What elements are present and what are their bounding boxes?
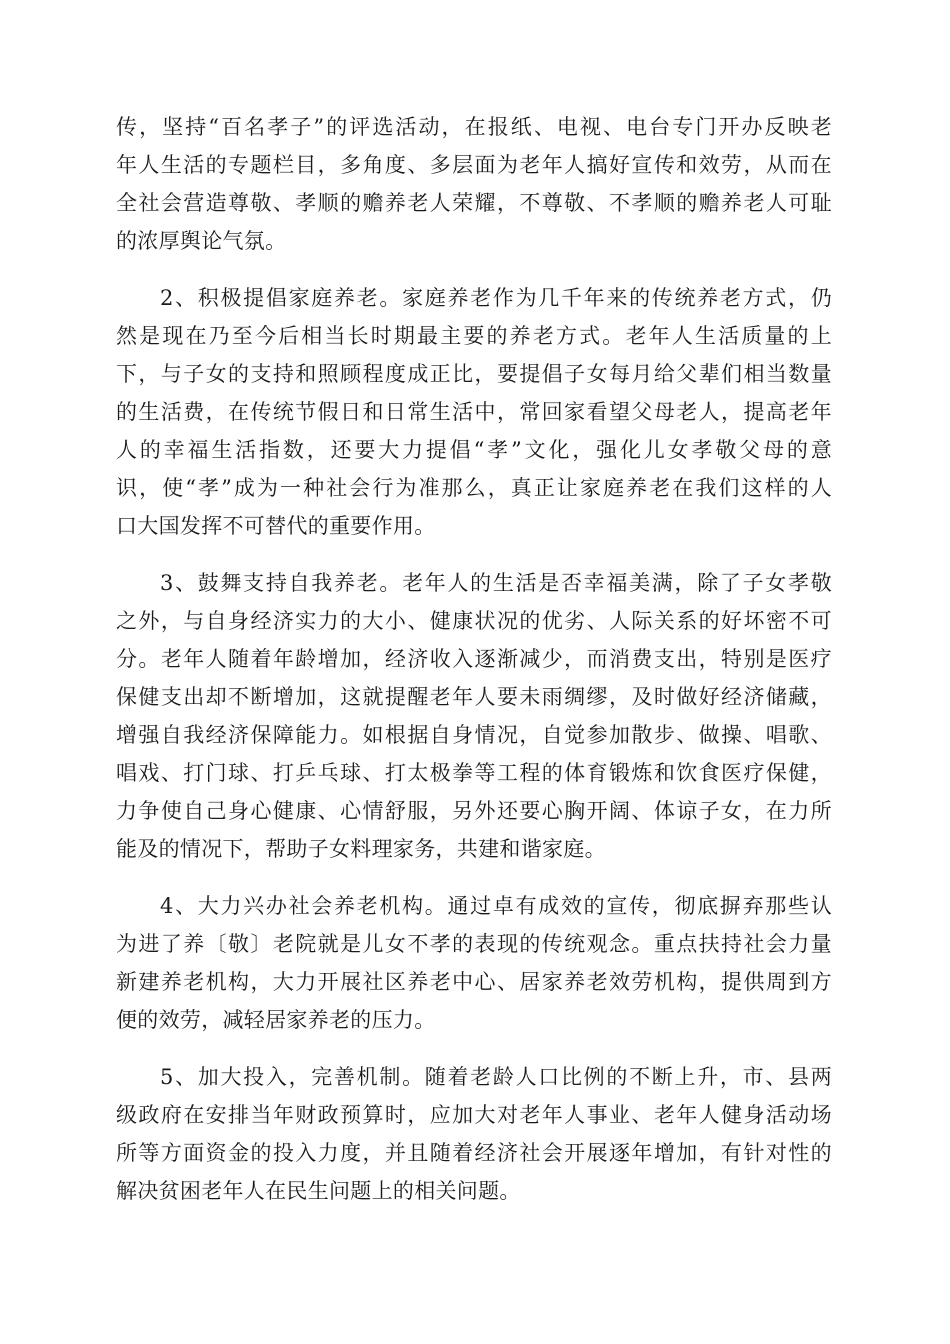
text-line: 保健支出却不断增加，这就提醒老年人要未雨绸缪，及时做好经济储藏， [116,685,832,709]
text-line: 4、大力兴办社会养老机构。通过卓有成效的宣传，彻底摒弃那些认 [160,894,832,918]
text-line: 下，与子女的支持和照顾程度成正比，要提倡子女每月给父辈们相当数量 [116,362,832,386]
text-line: 力争使自己身心健康、心情舒服，另外还要心胸开阔、体谅子女，在力所 [116,799,832,823]
text-line: 新建养老机构，大力开展社区养老中心、居家养老效劳机构，提供周到方 [116,970,832,994]
text-line: 所等方面资金的投入力度，并且随着经济社会开展逐年增加，有针对性的 [116,1141,832,1165]
text-line: 解决贫困老年人在民生问题上的相关问题。 [116,1179,521,1203]
text-line: 5、加大投入，完善机制。随着老龄人口比例的不断上升，市、县两 [160,1065,832,1089]
text-line: 年人生活的专题栏目，多角度、多层面为老年人搞好宣传和效劳，从而在 [116,153,832,177]
text-line: 人的幸福生活指数，还要大力提倡“孝”文化，强化儿女孝敬父母的意 [116,438,832,462]
text-line: 为进了养〔敬〕老院就是儿女不孝的表现的传统观念。重点扶持社会力量 [116,932,832,956]
text-line: 分。老年人随着年龄增加，经济收入逐渐减少，而消费支出，特别是医疗 [116,647,832,671]
text-line: 3、鼓舞支持自我养老。老年人的生活是否幸福美满，除了子女孝敬 [160,571,832,595]
text-line: 便的效劳，减轻居家养老的压力。 [116,1008,436,1032]
text-line: 传，坚持“百名孝子”的评选活动，在报纸、电视、电台专门开办反映老 [116,115,832,139]
text-line: 唱戏、打门球、打乒乓球、打太极拳等工程的体育锻炼和饮食医疗保健， [116,761,832,785]
text-line: 然是现在乃至今后相当长时期最主要的养老方式。老年人生活质量的上 [116,324,832,348]
text-line: 全社会营造尊敬、孝顺的赡养老人荣耀，不尊敬、不孝顺的赡养老人可耻 [116,191,832,215]
text-line: 识，使“孝”成为一种社会行为准那么，真正让家庭养老在我们这样的人 [116,476,832,500]
text-line: 口大国发挥不可替代的重要作用。 [116,514,436,538]
text-line: 级政府在安排当年财政预算时，应加大对老年人事业、老年人健身活动场 [116,1103,832,1127]
text-line: 能及的情况下，帮助子女料理家务，共建和谐家庭。 [116,837,606,861]
text-line: 增强自我经济保障能力。如根据自身情况，自觉参加散步、做操、唱歌、 [116,723,832,747]
text-line: 2、积极提倡家庭养老。家庭养老作为几千年来的传统养老方式，仍 [160,286,832,310]
document-page [116,0,832,1344]
text-line: 的浓厚舆论气氛。 [116,229,287,253]
text-line: 之外，与自身经济实力的大小、健康状况的优劣、人际关系的好坏密不可 [116,609,832,633]
text-line: 的生活费，在传统节假日和日常生活中，常回家看望父母老人，提高老年 [116,400,832,424]
